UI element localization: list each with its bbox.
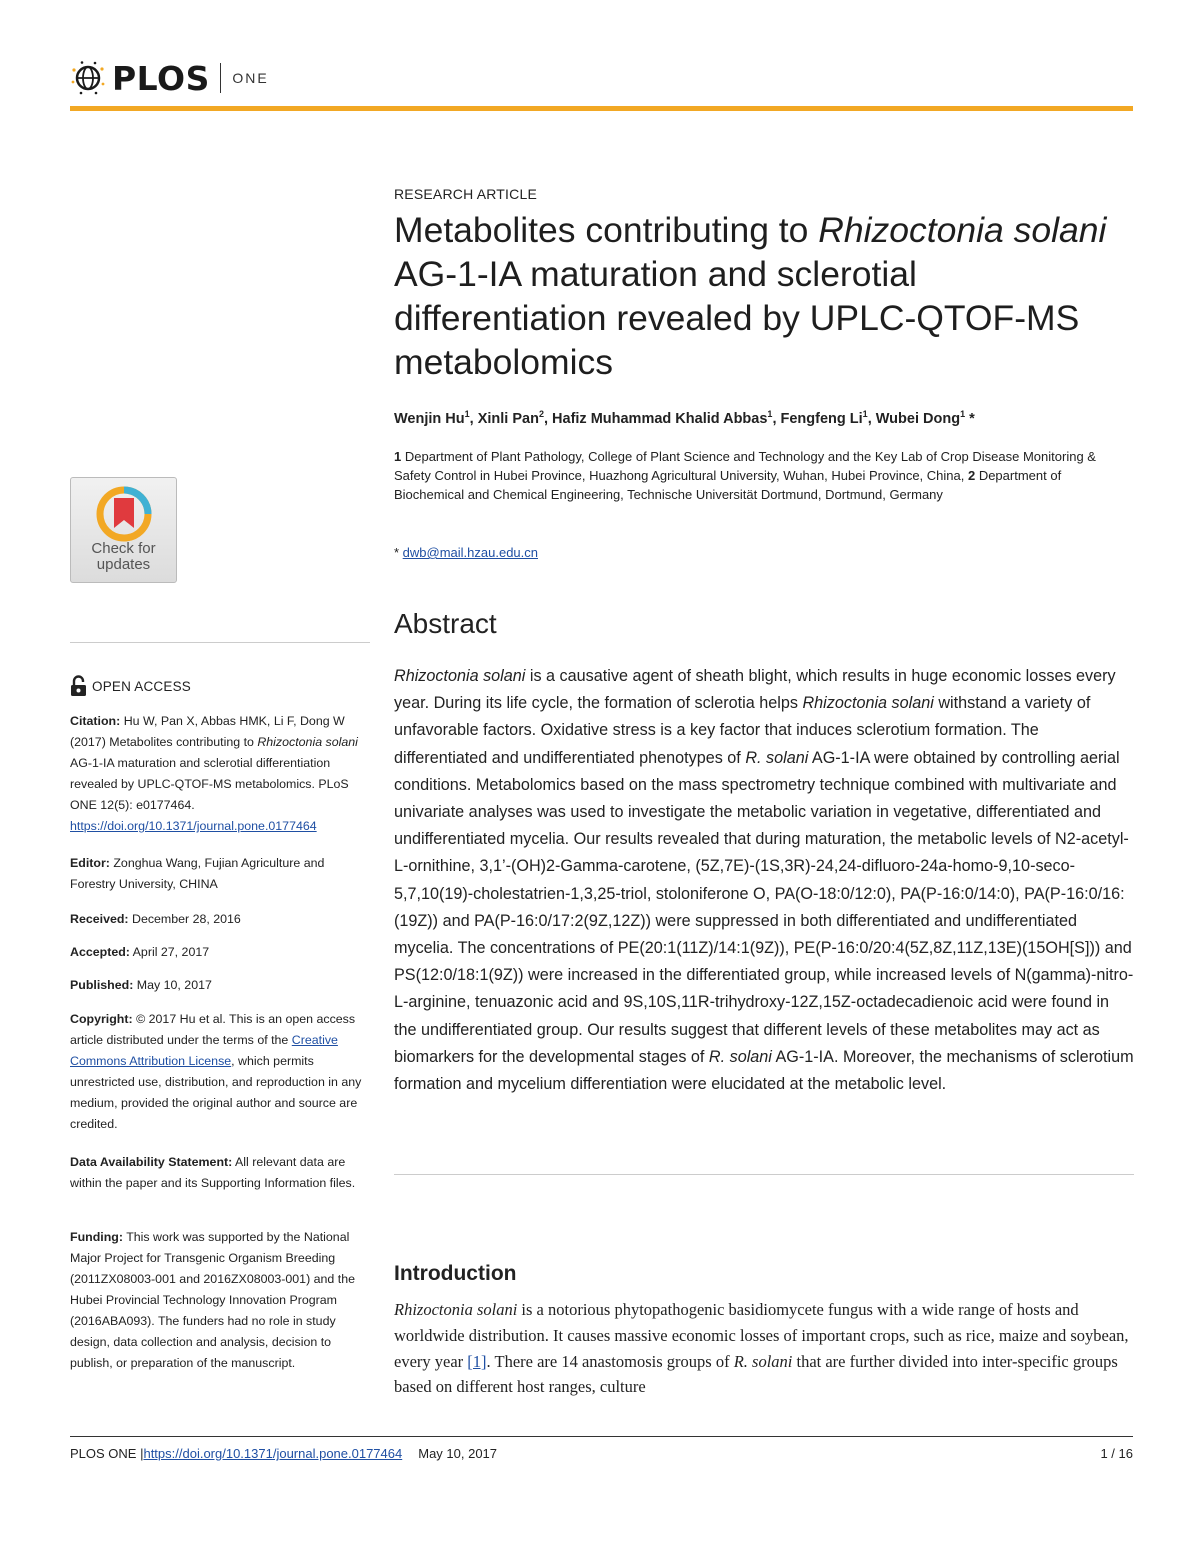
- author-separator: *: [965, 410, 975, 427]
- citation-text: Hu W, Pan X, Abbas HMK, Li F, Dong W (2017) Metabolites contributing to: [70, 714, 345, 749]
- copyright-block: [70, 1009, 368, 1135]
- accepted-block: [70, 942, 368, 963]
- author-affiliation-mark: 1: [862, 409, 868, 419]
- open-lock-icon: [70, 675, 87, 697]
- author-separator: ,: [469, 410, 478, 427]
- citation-block: [70, 711, 368, 837]
- author-name[interactable]: Wenjin Hu: [394, 410, 465, 427]
- open-access-label: OPEN ACCESS: [92, 678, 191, 694]
- published-date: May 10, 2017: [133, 978, 212, 992]
- corresponding-star: *: [394, 545, 403, 560]
- plos-globe-icon: [70, 60, 106, 96]
- copyright-label: Copyright:: [70, 1012, 133, 1026]
- citation-doi-link[interactable]: https://doi.org/10.1371/journal.pone.0177464: [70, 819, 317, 833]
- data-availability-text: All relevant data are within the paper and its Supporting Information files.: [70, 1155, 356, 1190]
- copyright-text-2: , which permits unrestricted use, distribution, and reproduction in any medium, provided the original author and source are credited.: [70, 1054, 362, 1131]
- intro-species: R. solani: [733, 1351, 793, 1371]
- published-block: [70, 975, 368, 996]
- title-species: Rhizoctonia solani: [818, 210, 1107, 250]
- intro-segment: is a notorious phytopathogenic basidiomycete fungus with a wide range of hosts and worldwide distribution. It causes massive economic losses of important crops, such as rice, maize and soybean, every year: [394, 1300, 1129, 1371]
- abstract-species: R. solani: [745, 748, 809, 767]
- author-affiliation-mark: 2: [538, 409, 544, 419]
- funding-block: [70, 1227, 368, 1374]
- editor-label: Editor:: [70, 856, 110, 870]
- intro-segment: . There are 14 anastomosis groups of: [486, 1351, 734, 1371]
- journal-name: PLOS: [112, 58, 210, 98]
- editor-block: [70, 853, 368, 895]
- header-rule: [70, 106, 1133, 111]
- author-name[interactable]: Hafiz Muhammad Khalid Abbas: [552, 410, 768, 427]
- introduction-heading: Introduction: [394, 1262, 517, 1285]
- author-list: [394, 409, 1134, 427]
- affiliation-number-2: 2: [967, 468, 976, 483]
- author-separator: ,: [772, 410, 781, 427]
- license-link[interactable]: Creative Commons Attribution License: [70, 1033, 338, 1068]
- intro-segment: that are further divided into inter-specific groups based on different host ranges, culture: [394, 1351, 1118, 1397]
- abstract-heading: Abstract: [394, 608, 497, 639]
- abstract-rule: [394, 1174, 1134, 1175]
- article-type: RESEARCH ARTICLE: [394, 186, 537, 202]
- footer-rule: [70, 1436, 1133, 1437]
- journal-subname: ONE: [232, 70, 269, 86]
- title-text-2: AG-1-IA maturation and sclerotial differentiation revealed by UPLC-QTOF-MS metabolomics: [394, 254, 1080, 382]
- received-date: December 28, 2016: [128, 912, 241, 926]
- article-title: [394, 208, 1134, 384]
- sidebar-rule: [70, 642, 370, 643]
- citation-label: Citation:: [70, 714, 121, 728]
- logo-divider: [220, 63, 222, 93]
- author-name[interactable]: Wubei Dong: [875, 410, 961, 427]
- abstract-species: Rhizoctonia solani: [394, 667, 526, 685]
- crossmark-icon: [96, 486, 152, 542]
- funding-text: This work was supported by the National Major Project for Transgenic Organism Breeding (2011ZX08003-001 and 2016ZX08003-001) and the Hubei Provincial Technology Innovation Program (2016ABA093). The funders had no role in study design, data collection and analysis, decision to publish, or preparation of the manuscript.: [70, 1230, 355, 1370]
- accepted-date: April 27, 2017: [129, 945, 210, 959]
- footer-journal: PLOS ONE |: [70, 1446, 144, 1461]
- author-affiliation-mark: 1: [960, 409, 966, 419]
- author-affiliation-mark: 1: [464, 409, 470, 419]
- abstract-species: R. solani: [708, 1047, 772, 1066]
- abstract-segment: withstand a variety of unfavorable factors. Oxidative stress is a key factor that induces sclerotium formation. The differentiated and undifferentiated phenotypes of: [394, 694, 1091, 767]
- intro-species: Rhizoctonia solani: [394, 1300, 518, 1319]
- reference-link[interactable]: [1]: [467, 1351, 487, 1371]
- affiliation-number: 1: [394, 449, 402, 464]
- author-separator: ,: [867, 410, 876, 427]
- check-for-updates-badge[interactable]: [70, 477, 177, 583]
- funding-label: Funding:: [70, 1230, 123, 1244]
- page-number: 1 / 16: [1100, 1446, 1133, 1461]
- author-name[interactable]: Fengfeng Li: [780, 410, 863, 427]
- author-affiliation-mark: 1: [767, 409, 773, 419]
- author-separator: ,: [543, 410, 553, 427]
- abstract-species: Rhizoctonia solani: [802, 694, 934, 713]
- abstract-segment: AG-1-IA. Moreover, the mechanisms of sclerotium formation and mycelium differentiation were elucidated at the metabolic level.: [394, 1047, 1134, 1094]
- footer-date: May 10, 2017: [418, 1446, 498, 1461]
- copyright-text: © 2017 Hu et al. This is an open access article distributed under the terms of the: [70, 1012, 356, 1047]
- data-availability-block: [70, 1152, 368, 1194]
- citation-species: Rhizoctonia solani: [257, 735, 358, 749]
- corresponding-email: [394, 545, 1134, 560]
- introduction-text: [394, 1297, 1134, 1400]
- received-block: [70, 909, 368, 930]
- published-label: Published:: [70, 978, 134, 992]
- affiliation-text: Department of Plant Pathology, College of Plant Science and Technology and the Key Lab of Crop Disease Monitoring & Safety Control in Hubei Province, Huazhong Agricultural University, Wuhan, Hubei Province, China,: [394, 449, 1096, 483]
- footer-doi-link[interactable]: https://doi.org/10.1371/journal.pone.0177464: [143, 1446, 403, 1461]
- journal-logo[interactable]: [70, 58, 269, 98]
- page-footer: [70, 1446, 1133, 1461]
- author-name[interactable]: Xinli Pan: [477, 410, 539, 427]
- citation-text-2: AG-1-IA maturation and sclerotial differentiation revealed by UPLC-QTOF-MS metabolomics. PLoS ONE 12(5): e0177464.: [70, 756, 349, 812]
- abstract-segment: is a causative agent of sheath blight, which results in huge economic losses every year. During its life cycle, the formation of sclerotia helps: [394, 667, 1116, 713]
- title-text: Metabolites contributing to: [394, 210, 819, 250]
- affiliation-text-2: Department of Biochemical and Chemical Engineering, Technische Universität Dortmund, Dortmund, Germany: [394, 468, 1062, 502]
- abstract-text: [394, 663, 1134, 1098]
- editor-text: Zonghua Wang, Fujian Agriculture and Forestry University, CHINA: [70, 856, 325, 891]
- data-availability-label: Data Availability Statement:: [70, 1155, 233, 1169]
- open-access-badge: [70, 675, 191, 697]
- accepted-label: Accepted:: [70, 945, 130, 959]
- received-label: Received:: [70, 912, 129, 926]
- abstract-segment: AG-1-IA were obtained by controlling aerial conditions. Metabolomics based on the mass spectrometry technique combined with multivariate and univariate analyses was used to investigate the metabolic variation in vegetative, differentiated and undifferentiated mycelia. Our results revealed that during maturation, the metabolic levels of N2-acetyl-L-ornithine, 3,1’-(OH)2-Gamma-carotene, (5Z,7E)-(1S,3R)-24,24-difluoro-24a-homo-9,10-seco-5,7,10(19)-cholestatrien-1,3,25-triol, stoloniferone O, PA(O-18:0/12:0), PA(P-16:0/14:0), PA(P-16:0/16:(19Z)) and PA(P-16:0/17:2(9Z,12Z)) were suppressed in both differentiated and undifferentiated mycelia. The concentrations of PE(20:1(11Z)/14:1(9Z)), PE(P-16:0/20:4(5Z,8Z,11Z,13E)(15OH[S])) and PS(12:0/18:1(9Z)) were increased in the differentiated group, while increased levels of N(gamma)-nitro-L-arginine, tenuazonic acid and 9S,10S,11R-trihydroxy-12Z,15Z-octadecadienoic acid were found in the undifferentiated group. Our results suggest that different levels of these metabolites may act as biomarkers for the developmental stages of: [394, 748, 1134, 1066]
- email-link[interactable]: dwb@mail.hzau.edu.cn: [402, 545, 538, 560]
- affiliations: [394, 447, 1134, 504]
- check-for-updates-label: Check for updates: [91, 540, 156, 573]
